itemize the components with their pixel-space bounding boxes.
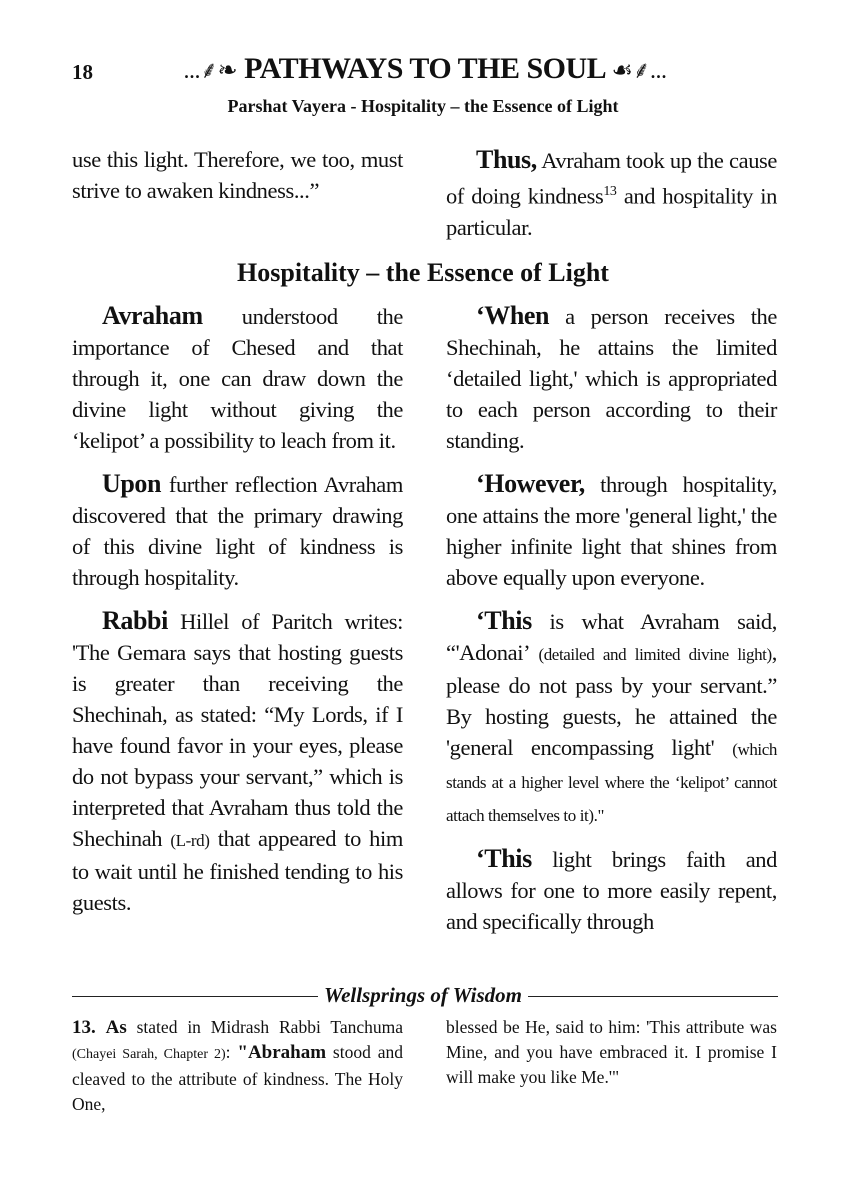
lead-word: ‘This <box>476 606 532 635</box>
text-run: Hillel of Paritch writes: 'The Gemara says that hosting guests is greater than receiving the Shechinah, as stated: “My Lords, if I have found favor in your eyes, please do not bypass your servant,” which is interpreted that Avraham thus told the Shechinah <box>72 609 403 851</box>
lead-word: Thus, <box>476 145 537 174</box>
text-run: use this light. Therefore, we too, must strive to awaken kindness...” <box>72 147 403 203</box>
paragraph <box>446 468 777 593</box>
lead-word: ‘This <box>476 844 532 873</box>
running-title <box>130 52 720 86</box>
text-run: and hospitality in particular. <box>446 183 777 240</box>
lead-word: 13. <box>72 1017 96 1038</box>
paragraph <box>446 605 777 831</box>
footnote-divider-label <box>0 983 846 1008</box>
section-heading: Hospitality – the Essence of Light <box>237 258 609 287</box>
text-run: blessed be He, said to him: 'This attribute was Mine, and you have embraced it. I promise I will make you like Me.'" <box>446 1017 777 1087</box>
text-run: a person receives the Shechinah, he attains the limited ‘detailed light,' which is appropriated to each person according to their standing. <box>446 304 777 453</box>
top-right-column <box>446 144 777 255</box>
footnote-left <box>72 1015 403 1117</box>
right-column <box>446 300 777 949</box>
text-run: (Chayei Sarah, Chapter 2) <box>72 1047 226 1062</box>
paragraph <box>72 144 403 206</box>
divider-label-text: Wellsprings of Wisdom <box>318 983 528 1007</box>
paragraph <box>72 300 403 456</box>
chapter-subtitle: Parshat Vayera - Hospitality – the Essence of Light <box>227 96 619 116</box>
text-run: further reflection Avraham discovered that the primary drawing of this divine light of kindness is through hospitality. <box>72 472 403 590</box>
paragraph <box>446 843 777 937</box>
lead-word: ‘However, <box>476 469 585 498</box>
text-run: that appeared to him to wait until he finished tending to his guests. <box>72 826 403 915</box>
text-run: is what Avraham said, “'Adonai’ <box>446 609 777 665</box>
ornament-left-icon: ...⸙❧ <box>183 58 238 84</box>
footnote-ref: 13 <box>603 184 617 199</box>
text-run: , please do not pass by your servant.” By hosting guests, he attained the 'general encompassing light' <box>446 640 777 760</box>
page-number: 18 <box>72 60 93 84</box>
text-run: (which stands at a higher level where the ‘kelipot’ cannot attach themselves to it)." <box>446 740 777 825</box>
text-run: stated in Midrash Rabbi Tanchuma <box>126 1017 403 1037</box>
running-title-text: PATHWAYS TO THE SOUL <box>244 52 605 85</box>
text-run: Avraham took up the cause of doing kindness <box>446 148 777 209</box>
paragraph <box>72 605 403 918</box>
left-column <box>72 300 403 930</box>
text-run: understood the importance of Chesed and that through it, one can draw down the divine light without giving the ‘kelipot’ a possibility to leach from it. <box>72 304 403 453</box>
lead-word: As <box>105 1017 127 1038</box>
lead-word: "Abraham <box>237 1042 327 1063</box>
text-run: (detailed and limited divine light) <box>538 645 772 664</box>
text-run: stood and cleaved to the attribute of kindness. The Holy One, <box>72 1042 403 1114</box>
lead-word: Upon <box>102 469 162 498</box>
text-run: through hospitality, one attains the more 'general light,' the higher infinite light that shines from above equally upon everyone. <box>446 472 777 590</box>
top-left-column <box>72 144 403 218</box>
text-run: : <box>225 1042 238 1062</box>
footnote-right <box>446 1015 777 1090</box>
paragraph <box>72 1015 403 1117</box>
lead-word: Rabbi <box>102 606 168 635</box>
text-run: light brings faith and allows for one to more easily repent, and specifically through <box>446 847 777 934</box>
paragraph <box>446 300 777 456</box>
lead-word: ‘When <box>476 301 550 330</box>
ornament-right-icon: ☙⸙... <box>611 58 667 84</box>
text-run: (L-rd) <box>170 831 210 850</box>
paragraph <box>72 468 403 593</box>
text-run <box>96 1017 106 1037</box>
lead-word: Avraham <box>102 301 203 330</box>
paragraph <box>446 1015 777 1090</box>
paragraph <box>446 144 777 243</box>
